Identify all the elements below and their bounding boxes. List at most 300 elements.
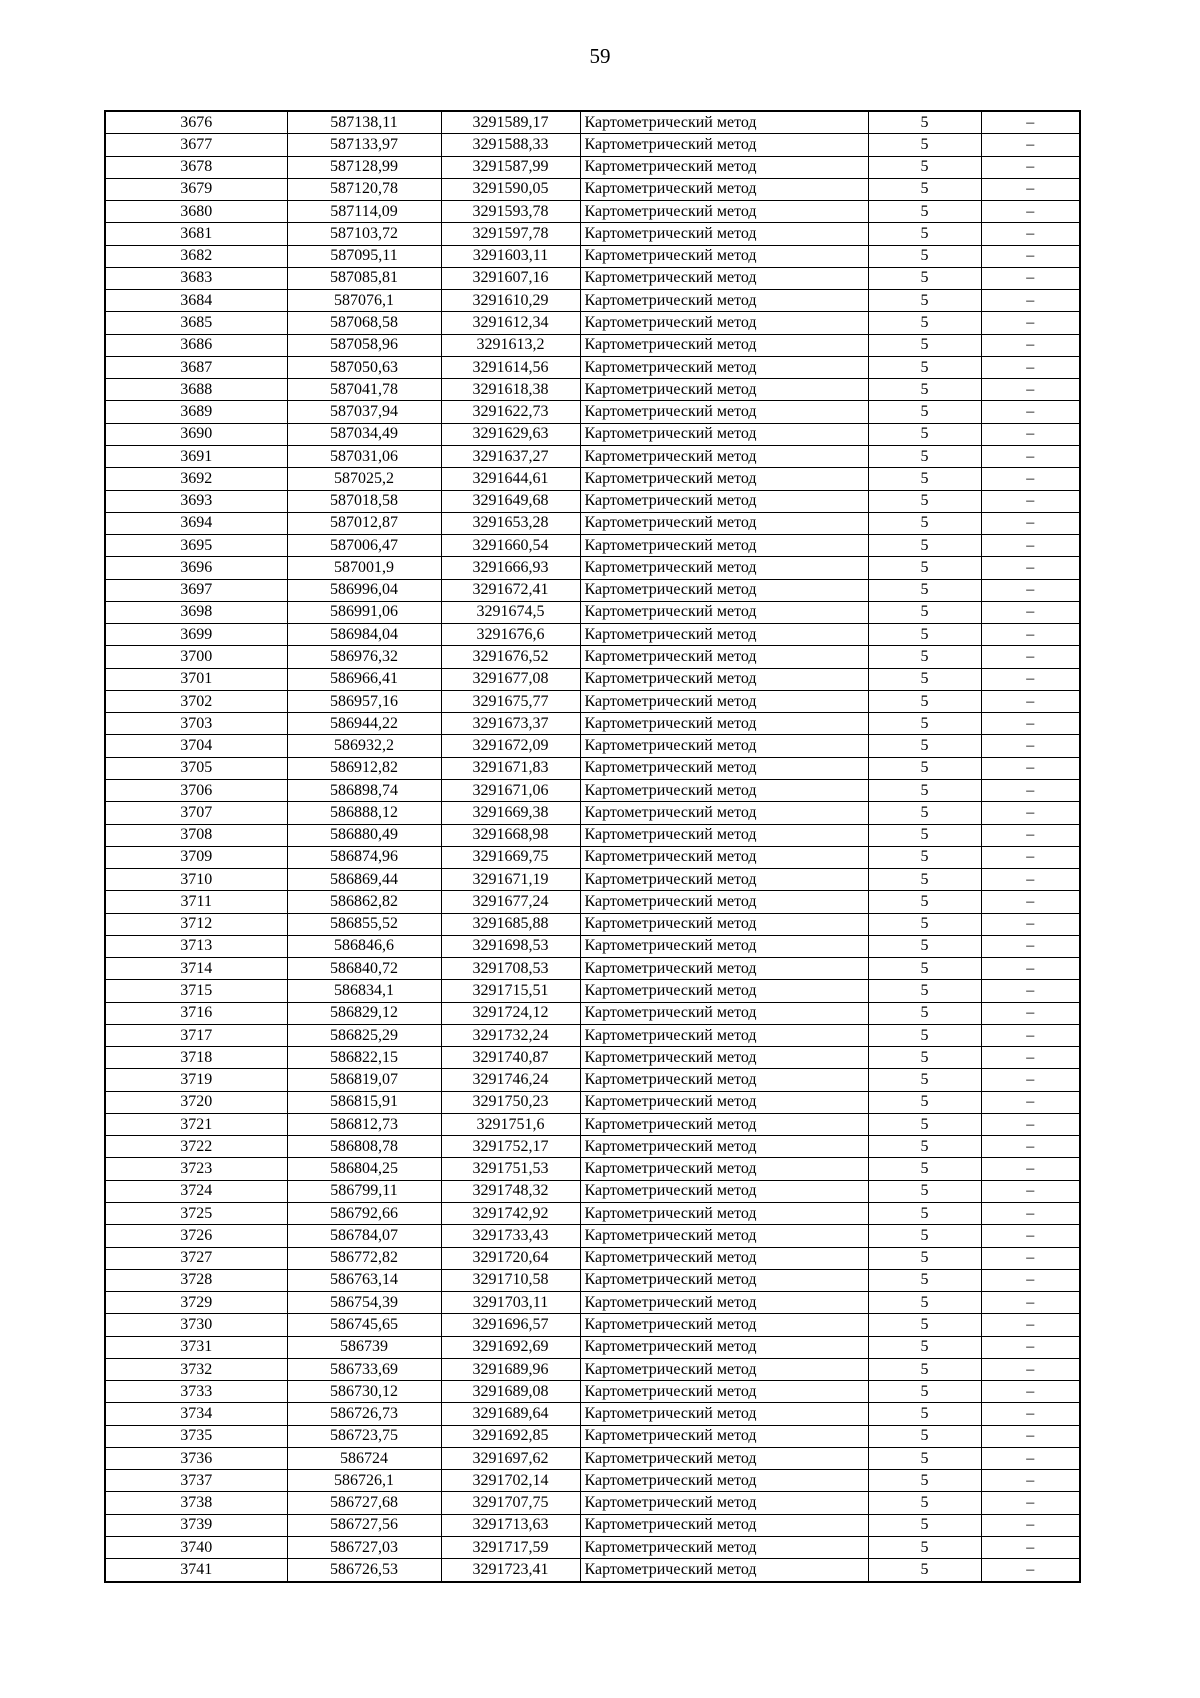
note-cell: – bbox=[981, 1514, 1080, 1536]
method-cell: Картометрический метод bbox=[580, 1514, 868, 1536]
table-row bbox=[105, 178, 1080, 200]
method-cell: Картометрический метод bbox=[580, 913, 868, 935]
note-cell: – bbox=[981, 356, 1080, 378]
x-coordinate-cell: 586815,91 bbox=[287, 1091, 441, 1113]
y-coordinate-cell: 3291660,54 bbox=[441, 535, 580, 557]
table-row bbox=[105, 958, 1080, 980]
method-cell: Картометрический метод bbox=[580, 401, 868, 423]
table-row bbox=[105, 1314, 1080, 1336]
accuracy-cell: 5 bbox=[868, 1559, 981, 1582]
accuracy-cell: 5 bbox=[868, 1447, 981, 1469]
table-row bbox=[105, 824, 1080, 846]
accuracy-cell: 5 bbox=[868, 1537, 981, 1559]
y-coordinate-cell: 3291589,17 bbox=[441, 111, 580, 134]
method-cell: Картометрический метод bbox=[580, 1269, 868, 1291]
table-row bbox=[105, 445, 1080, 467]
point-number-cell: 3740 bbox=[105, 1537, 287, 1559]
accuracy-cell: 5 bbox=[868, 1225, 981, 1247]
table-body bbox=[105, 111, 1080, 1582]
point-number-cell: 3737 bbox=[105, 1470, 287, 1492]
y-coordinate-cell: 3291748,32 bbox=[441, 1180, 580, 1202]
table-row bbox=[105, 468, 1080, 490]
method-cell: Картометрический метод bbox=[580, 334, 868, 356]
y-coordinate-cell: 3291696,57 bbox=[441, 1314, 580, 1336]
method-cell: Картометрический метод bbox=[580, 356, 868, 378]
point-number-cell: 3693 bbox=[105, 490, 287, 512]
accuracy-cell: 5 bbox=[868, 935, 981, 957]
x-coordinate-cell: 586932,2 bbox=[287, 735, 441, 757]
x-coordinate-cell: 586966,41 bbox=[287, 668, 441, 690]
y-coordinate-cell: 3291752,17 bbox=[441, 1136, 580, 1158]
x-coordinate-cell: 586745,65 bbox=[287, 1314, 441, 1336]
method-cell: Картометрический метод bbox=[580, 779, 868, 801]
note-cell: – bbox=[981, 490, 1080, 512]
y-coordinate-cell: 3291671,83 bbox=[441, 757, 580, 779]
table-row bbox=[105, 646, 1080, 668]
method-cell: Картометрический метод bbox=[580, 690, 868, 712]
note-cell: – bbox=[981, 624, 1080, 646]
y-coordinate-cell: 3291692,85 bbox=[441, 1425, 580, 1447]
y-coordinate-cell: 3291614,56 bbox=[441, 356, 580, 378]
x-coordinate-cell: 586730,12 bbox=[287, 1381, 441, 1403]
table-row bbox=[105, 1514, 1080, 1536]
x-coordinate-cell: 586957,16 bbox=[287, 690, 441, 712]
point-number-cell: 3726 bbox=[105, 1225, 287, 1247]
y-coordinate-cell: 3291676,52 bbox=[441, 646, 580, 668]
accuracy-cell: 5 bbox=[868, 668, 981, 690]
note-cell: – bbox=[981, 1180, 1080, 1202]
accuracy-cell: 5 bbox=[868, 201, 981, 223]
note-cell: – bbox=[981, 1336, 1080, 1358]
point-number-cell: 3701 bbox=[105, 668, 287, 690]
note-cell: – bbox=[981, 1024, 1080, 1046]
method-cell: Картометрический метод bbox=[580, 891, 868, 913]
note-cell: – bbox=[981, 134, 1080, 156]
accuracy-cell: 5 bbox=[868, 1091, 981, 1113]
method-cell: Картометрический метод bbox=[580, 111, 868, 134]
y-coordinate-cell: 3291676,6 bbox=[441, 624, 580, 646]
point-number-cell: 3741 bbox=[105, 1559, 287, 1582]
accuracy-cell: 5 bbox=[868, 779, 981, 801]
point-number-cell: 3677 bbox=[105, 134, 287, 156]
point-number-cell: 3695 bbox=[105, 535, 287, 557]
method-cell: Картометрический метод bbox=[580, 1381, 868, 1403]
table-row bbox=[105, 802, 1080, 824]
table-row bbox=[105, 601, 1080, 623]
point-number-cell: 3727 bbox=[105, 1247, 287, 1269]
x-coordinate-cell: 586912,82 bbox=[287, 757, 441, 779]
y-coordinate-cell: 3291746,24 bbox=[441, 1069, 580, 1091]
accuracy-cell: 5 bbox=[868, 1158, 981, 1180]
note-cell: – bbox=[981, 980, 1080, 1002]
x-coordinate-cell: 586739 bbox=[287, 1336, 441, 1358]
y-coordinate-cell: 3291668,98 bbox=[441, 824, 580, 846]
accuracy-cell: 5 bbox=[868, 512, 981, 534]
table-row bbox=[105, 134, 1080, 156]
y-coordinate-cell: 3291629,63 bbox=[441, 423, 580, 445]
y-coordinate-cell: 3291672,41 bbox=[441, 579, 580, 601]
x-coordinate-cell: 587068,58 bbox=[287, 312, 441, 334]
table-row bbox=[105, 512, 1080, 534]
note-cell: – bbox=[981, 1158, 1080, 1180]
method-cell: Картометрический метод bbox=[580, 802, 868, 824]
x-coordinate-cell: 587085,81 bbox=[287, 267, 441, 289]
x-coordinate-cell: 586726,1 bbox=[287, 1470, 441, 1492]
x-coordinate-cell: 587001,9 bbox=[287, 557, 441, 579]
y-coordinate-cell: 3291689,64 bbox=[441, 1403, 580, 1425]
table-row bbox=[105, 1292, 1080, 1314]
accuracy-cell: 5 bbox=[868, 1047, 981, 1069]
method-cell: Картометрический метод bbox=[580, 1492, 868, 1514]
x-coordinate-cell: 586825,29 bbox=[287, 1024, 441, 1046]
x-coordinate-cell: 587138,11 bbox=[287, 111, 441, 134]
y-coordinate-cell: 3291637,27 bbox=[441, 445, 580, 467]
point-number-cell: 3676 bbox=[105, 111, 287, 134]
accuracy-cell: 5 bbox=[868, 223, 981, 245]
method-cell: Картометрический метод bbox=[580, 735, 868, 757]
accuracy-cell: 5 bbox=[868, 735, 981, 757]
method-cell: Картометрический метод bbox=[580, 713, 868, 735]
note-cell: – bbox=[981, 445, 1080, 467]
point-number-cell: 3708 bbox=[105, 824, 287, 846]
method-cell: Картометрический метод bbox=[580, 201, 868, 223]
table-row bbox=[105, 1047, 1080, 1069]
note-cell: – bbox=[981, 779, 1080, 801]
y-coordinate-cell: 3291610,29 bbox=[441, 290, 580, 312]
point-number-cell: 3730 bbox=[105, 1314, 287, 1336]
accuracy-cell: 5 bbox=[868, 1514, 981, 1536]
x-coordinate-cell: 586727,56 bbox=[287, 1514, 441, 1536]
table-row bbox=[105, 668, 1080, 690]
table-row bbox=[105, 1203, 1080, 1225]
accuracy-cell: 5 bbox=[868, 334, 981, 356]
method-cell: Картометрический метод bbox=[580, 178, 868, 200]
accuracy-cell: 5 bbox=[868, 579, 981, 601]
y-coordinate-cell: 3291612,34 bbox=[441, 312, 580, 334]
accuracy-cell: 5 bbox=[868, 1425, 981, 1447]
table-row bbox=[105, 1247, 1080, 1269]
table-row bbox=[105, 379, 1080, 401]
method-cell: Картометрический метод bbox=[580, 267, 868, 289]
y-coordinate-cell: 3291597,78 bbox=[441, 223, 580, 245]
table-row bbox=[105, 201, 1080, 223]
y-coordinate-cell: 3291732,24 bbox=[441, 1024, 580, 1046]
y-coordinate-cell: 3291669,38 bbox=[441, 802, 580, 824]
note-cell: – bbox=[981, 1381, 1080, 1403]
y-coordinate-cell: 3291742,92 bbox=[441, 1203, 580, 1225]
table-row bbox=[105, 334, 1080, 356]
table-row bbox=[105, 1403, 1080, 1425]
y-coordinate-cell: 3291723,41 bbox=[441, 1559, 580, 1582]
note-cell: – bbox=[981, 156, 1080, 178]
note-cell: – bbox=[981, 178, 1080, 200]
point-number-cell: 3715 bbox=[105, 980, 287, 1002]
point-number-cell: 3697 bbox=[105, 579, 287, 601]
y-coordinate-cell: 3291669,75 bbox=[441, 846, 580, 868]
accuracy-cell: 5 bbox=[868, 1247, 981, 1269]
x-coordinate-cell: 587041,78 bbox=[287, 379, 441, 401]
x-coordinate-cell: 586874,96 bbox=[287, 846, 441, 868]
point-number-cell: 3736 bbox=[105, 1447, 287, 1469]
y-coordinate-cell: 3291673,37 bbox=[441, 713, 580, 735]
x-coordinate-cell: 586726,53 bbox=[287, 1559, 441, 1582]
x-coordinate-cell: 586812,73 bbox=[287, 1113, 441, 1135]
table-row bbox=[105, 1136, 1080, 1158]
note-cell: – bbox=[981, 111, 1080, 134]
y-coordinate-cell: 3291674,5 bbox=[441, 601, 580, 623]
y-coordinate-cell: 3291671,06 bbox=[441, 779, 580, 801]
point-number-cell: 3721 bbox=[105, 1113, 287, 1135]
point-number-cell: 3705 bbox=[105, 757, 287, 779]
method-cell: Картометрический метод bbox=[580, 1425, 868, 1447]
table-row bbox=[105, 1425, 1080, 1447]
method-cell: Картометрический метод bbox=[580, 245, 868, 267]
method-cell: Картометрический метод bbox=[580, 535, 868, 557]
y-coordinate-cell: 3291587,99 bbox=[441, 156, 580, 178]
table-row bbox=[105, 980, 1080, 1002]
method-cell: Картометрический метод bbox=[580, 1069, 868, 1091]
method-cell: Картометрический метод bbox=[580, 1403, 868, 1425]
accuracy-cell: 5 bbox=[868, 379, 981, 401]
point-number-cell: 3710 bbox=[105, 869, 287, 891]
point-number-cell: 3717 bbox=[105, 1024, 287, 1046]
note-cell: – bbox=[981, 846, 1080, 868]
method-cell: Картометрический метод bbox=[580, 646, 868, 668]
table-row bbox=[105, 312, 1080, 334]
note-cell: – bbox=[981, 757, 1080, 779]
table-row bbox=[105, 1381, 1080, 1403]
accuracy-cell: 5 bbox=[868, 267, 981, 289]
method-cell: Картометрический метод bbox=[580, 1470, 868, 1492]
y-coordinate-cell: 3291675,77 bbox=[441, 690, 580, 712]
method-cell: Картометрический метод bbox=[580, 557, 868, 579]
point-number-cell: 3735 bbox=[105, 1425, 287, 1447]
x-coordinate-cell: 586799,11 bbox=[287, 1180, 441, 1202]
table-row bbox=[105, 535, 1080, 557]
note-cell: – bbox=[981, 1470, 1080, 1492]
note-cell: – bbox=[981, 891, 1080, 913]
accuracy-cell: 5 bbox=[868, 1381, 981, 1403]
method-cell: Картометрический метод bbox=[580, 1002, 868, 1024]
accuracy-cell: 5 bbox=[868, 111, 981, 134]
x-coordinate-cell: 586888,12 bbox=[287, 802, 441, 824]
y-coordinate-cell: 3291622,73 bbox=[441, 401, 580, 423]
point-number-cell: 3706 bbox=[105, 779, 287, 801]
note-cell: – bbox=[981, 958, 1080, 980]
point-number-cell: 3699 bbox=[105, 624, 287, 646]
note-cell: – bbox=[981, 735, 1080, 757]
note-cell: – bbox=[981, 1113, 1080, 1135]
method-cell: Картометрический метод bbox=[580, 1203, 868, 1225]
accuracy-cell: 5 bbox=[868, 1136, 981, 1158]
x-coordinate-cell: 586829,12 bbox=[287, 1002, 441, 1024]
x-coordinate-cell: 587031,06 bbox=[287, 445, 441, 467]
point-number-cell: 3714 bbox=[105, 958, 287, 980]
y-coordinate-cell: 3291692,69 bbox=[441, 1336, 580, 1358]
method-cell: Картометрический метод bbox=[580, 601, 868, 623]
y-coordinate-cell: 3291649,68 bbox=[441, 490, 580, 512]
table-row bbox=[105, 869, 1080, 891]
accuracy-cell: 5 bbox=[868, 178, 981, 200]
table-row bbox=[105, 891, 1080, 913]
table-row bbox=[105, 1559, 1080, 1582]
note-cell: – bbox=[981, 1425, 1080, 1447]
accuracy-cell: 5 bbox=[868, 445, 981, 467]
table-row bbox=[105, 401, 1080, 423]
accuracy-cell: 5 bbox=[868, 1203, 981, 1225]
note-cell: – bbox=[981, 267, 1080, 289]
accuracy-cell: 5 bbox=[868, 1403, 981, 1425]
accuracy-cell: 5 bbox=[868, 1069, 981, 1091]
table-row bbox=[105, 1492, 1080, 1514]
note-cell: – bbox=[981, 1203, 1080, 1225]
method-cell: Картометрический метод bbox=[580, 1024, 868, 1046]
point-number-cell: 3711 bbox=[105, 891, 287, 913]
y-coordinate-cell: 3291715,51 bbox=[441, 980, 580, 1002]
point-number-cell: 3684 bbox=[105, 290, 287, 312]
accuracy-cell: 5 bbox=[868, 891, 981, 913]
accuracy-cell: 5 bbox=[868, 1470, 981, 1492]
method-cell: Картометрический метод bbox=[580, 223, 868, 245]
note-cell: – bbox=[981, 557, 1080, 579]
y-coordinate-cell: 3291607,16 bbox=[441, 267, 580, 289]
accuracy-cell: 5 bbox=[868, 535, 981, 557]
method-cell: Картометрический метод bbox=[580, 958, 868, 980]
accuracy-cell: 5 bbox=[868, 958, 981, 980]
note-cell: – bbox=[981, 1403, 1080, 1425]
note-cell: – bbox=[981, 1047, 1080, 1069]
table-row bbox=[105, 1091, 1080, 1113]
table-row bbox=[105, 490, 1080, 512]
point-number-cell: 3725 bbox=[105, 1203, 287, 1225]
note-cell: – bbox=[981, 468, 1080, 490]
x-coordinate-cell: 586996,04 bbox=[287, 579, 441, 601]
point-number-cell: 3682 bbox=[105, 245, 287, 267]
point-number-cell: 3704 bbox=[105, 735, 287, 757]
y-coordinate-cell: 3291751,53 bbox=[441, 1158, 580, 1180]
note-cell: – bbox=[981, 1269, 1080, 1291]
y-coordinate-cell: 3291590,05 bbox=[441, 178, 580, 200]
table-row bbox=[105, 223, 1080, 245]
table-row bbox=[105, 1158, 1080, 1180]
accuracy-cell: 5 bbox=[868, 490, 981, 512]
table-row bbox=[105, 423, 1080, 445]
note-cell: – bbox=[981, 713, 1080, 735]
x-coordinate-cell: 586840,72 bbox=[287, 958, 441, 980]
x-coordinate-cell: 586819,07 bbox=[287, 1069, 441, 1091]
accuracy-cell: 5 bbox=[868, 1358, 981, 1380]
x-coordinate-cell: 587018,58 bbox=[287, 490, 441, 512]
point-number-cell: 3698 bbox=[105, 601, 287, 623]
note-cell: – bbox=[981, 1136, 1080, 1158]
accuracy-cell: 5 bbox=[868, 1269, 981, 1291]
point-number-cell: 3691 bbox=[105, 445, 287, 467]
y-coordinate-cell: 3291717,59 bbox=[441, 1537, 580, 1559]
method-cell: Картометрический метод bbox=[580, 1292, 868, 1314]
note-cell: – bbox=[981, 935, 1080, 957]
table-row bbox=[105, 267, 1080, 289]
table-row bbox=[105, 1470, 1080, 1492]
accuracy-cell: 5 bbox=[868, 1024, 981, 1046]
x-coordinate-cell: 586763,14 bbox=[287, 1269, 441, 1291]
y-coordinate-cell: 3291593,78 bbox=[441, 201, 580, 223]
y-coordinate-cell: 3291689,96 bbox=[441, 1358, 580, 1380]
method-cell: Картометрический метод bbox=[580, 1136, 868, 1158]
point-number-cell: 3679 bbox=[105, 178, 287, 200]
x-coordinate-cell: 587058,96 bbox=[287, 334, 441, 356]
method-cell: Картометрический метод bbox=[580, 824, 868, 846]
x-coordinate-cell: 586727,68 bbox=[287, 1492, 441, 1514]
table-row bbox=[105, 1069, 1080, 1091]
method-cell: Картометрический метод bbox=[580, 379, 868, 401]
point-number-cell: 3734 bbox=[105, 1403, 287, 1425]
accuracy-cell: 5 bbox=[868, 869, 981, 891]
y-coordinate-cell: 3291703,11 bbox=[441, 1292, 580, 1314]
x-coordinate-cell: 587034,49 bbox=[287, 423, 441, 445]
note-cell: – bbox=[981, 1559, 1080, 1582]
point-number-cell: 3703 bbox=[105, 713, 287, 735]
point-number-cell: 3718 bbox=[105, 1047, 287, 1069]
accuracy-cell: 5 bbox=[868, 1314, 981, 1336]
point-number-cell: 3716 bbox=[105, 1002, 287, 1024]
accuracy-cell: 5 bbox=[868, 1113, 981, 1135]
x-coordinate-cell: 587133,97 bbox=[287, 134, 441, 156]
point-number-cell: 3683 bbox=[105, 267, 287, 289]
method-cell: Картометрический метод bbox=[580, 445, 868, 467]
table-row bbox=[105, 1180, 1080, 1202]
point-number-cell: 3738 bbox=[105, 1492, 287, 1514]
method-cell: Картометрический метод bbox=[580, 423, 868, 445]
table-row bbox=[105, 1113, 1080, 1135]
x-coordinate-cell: 587076,1 bbox=[287, 290, 441, 312]
point-number-cell: 3680 bbox=[105, 201, 287, 223]
x-coordinate-cell: 587114,09 bbox=[287, 201, 441, 223]
x-coordinate-cell: 586855,52 bbox=[287, 913, 441, 935]
note-cell: – bbox=[981, 401, 1080, 423]
table-row bbox=[105, 935, 1080, 957]
method-cell: Картометрический метод bbox=[580, 1314, 868, 1336]
note-cell: – bbox=[981, 913, 1080, 935]
x-coordinate-cell: 586724 bbox=[287, 1447, 441, 1469]
note-cell: – bbox=[981, 201, 1080, 223]
table-row bbox=[105, 1024, 1080, 1046]
accuracy-cell: 5 bbox=[868, 245, 981, 267]
x-coordinate-cell: 587120,78 bbox=[287, 178, 441, 200]
note-cell: – bbox=[981, 802, 1080, 824]
point-number-cell: 3702 bbox=[105, 690, 287, 712]
accuracy-cell: 5 bbox=[868, 624, 981, 646]
method-cell: Картометрический метод bbox=[580, 512, 868, 534]
point-number-cell: 3733 bbox=[105, 1381, 287, 1403]
method-cell: Картометрический метод bbox=[580, 1158, 868, 1180]
table-row bbox=[105, 557, 1080, 579]
method-cell: Картометрический метод bbox=[580, 1180, 868, 1202]
y-coordinate-cell: 3291685,88 bbox=[441, 913, 580, 935]
x-coordinate-cell: 586754,39 bbox=[287, 1292, 441, 1314]
table-row bbox=[105, 913, 1080, 935]
y-coordinate-cell: 3291750,23 bbox=[441, 1091, 580, 1113]
y-coordinate-cell: 3291724,12 bbox=[441, 1002, 580, 1024]
table-row bbox=[105, 245, 1080, 267]
point-number-cell: 3688 bbox=[105, 379, 287, 401]
table-row bbox=[105, 579, 1080, 601]
y-coordinate-cell: 3291733,43 bbox=[441, 1225, 580, 1247]
table-row bbox=[105, 846, 1080, 868]
note-cell: – bbox=[981, 512, 1080, 534]
x-coordinate-cell: 586723,75 bbox=[287, 1425, 441, 1447]
accuracy-cell: 5 bbox=[868, 601, 981, 623]
y-coordinate-cell: 3291702,14 bbox=[441, 1470, 580, 1492]
